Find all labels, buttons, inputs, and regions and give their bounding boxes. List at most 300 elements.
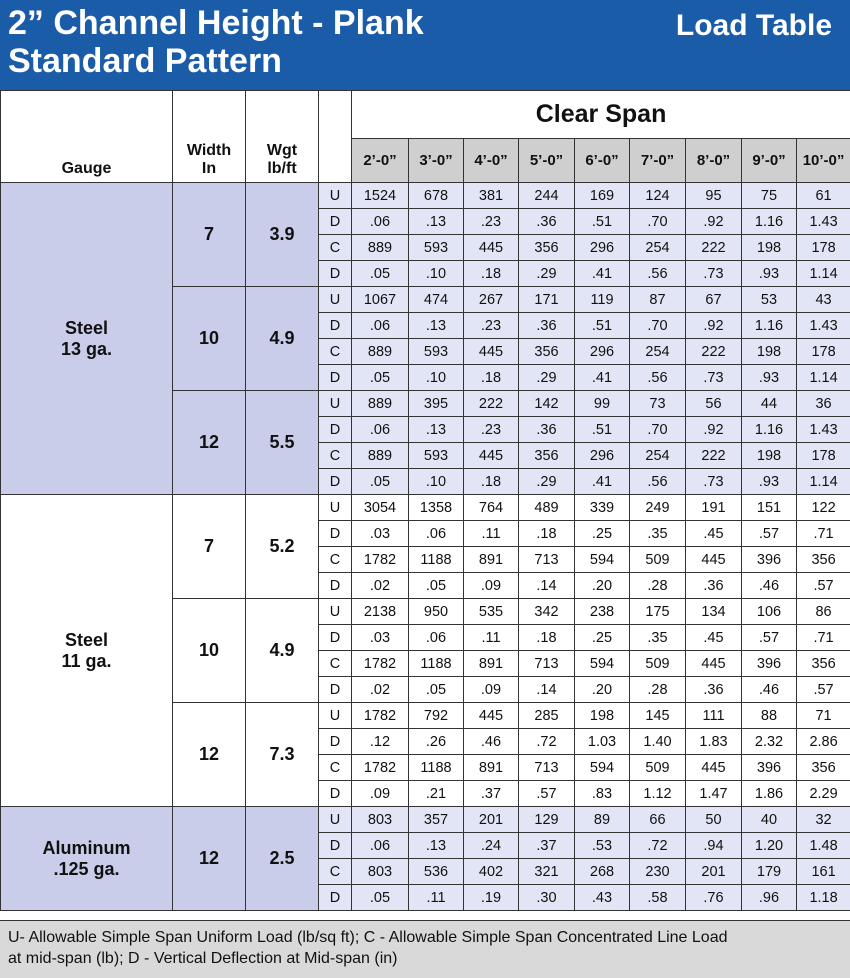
value-cell: 145 (630, 703, 686, 729)
gauge-cell (1, 807, 173, 911)
row-code-cell: D (319, 729, 352, 755)
value-cell: 1.43 (797, 209, 850, 235)
value-cell: 889 (352, 391, 409, 417)
row-code-cell: D (319, 469, 352, 495)
value-cell: .25 (575, 521, 630, 547)
value-cell: 764 (464, 495, 519, 521)
value-cell: 142 (519, 391, 575, 417)
span-header-cell: 3’-0” (409, 139, 464, 183)
value-cell: .26 (409, 729, 464, 755)
value-cell: .02 (352, 677, 409, 703)
value-cell: .35 (630, 521, 686, 547)
span-header-cell: 5’-0” (519, 139, 575, 183)
value-cell: 119 (575, 287, 630, 313)
value-cell: 1782 (352, 755, 409, 781)
weight-cell: 5.2 (246, 495, 319, 599)
value-cell: .51 (575, 313, 630, 339)
value-cell: .70 (630, 417, 686, 443)
row-code-cell: D (319, 521, 352, 547)
value-cell: 509 (630, 547, 686, 573)
value-cell: 134 (686, 599, 742, 625)
value-cell: .14 (519, 573, 575, 599)
value-cell: 1.14 (797, 365, 850, 391)
value-cell: 2.32 (742, 729, 797, 755)
value-cell: 87 (630, 287, 686, 313)
value-cell: .71 (797, 625, 850, 651)
value-cell: 254 (630, 339, 686, 365)
value-cell: .56 (630, 261, 686, 287)
value-cell: .73 (686, 469, 742, 495)
value-cell: 198 (742, 339, 797, 365)
value-cell: .12 (352, 729, 409, 755)
value-cell: 1.12 (630, 781, 686, 807)
value-cell: .10 (409, 469, 464, 495)
value-cell: 889 (352, 443, 409, 469)
value-cell: 950 (409, 599, 464, 625)
value-cell: 509 (630, 755, 686, 781)
value-cell: .53 (575, 833, 630, 859)
value-cell: 151 (742, 495, 797, 521)
value-cell: 593 (409, 235, 464, 261)
value-cell: 2.86 (797, 729, 850, 755)
value-cell: 1358 (409, 495, 464, 521)
value-cell: 198 (742, 443, 797, 469)
value-cell: .09 (464, 677, 519, 703)
value-cell: .36 (519, 209, 575, 235)
value-cell: 356 (519, 235, 575, 261)
row-code-cell: U (319, 703, 352, 729)
value-cell: 594 (575, 651, 630, 677)
row-code-cell: C (319, 339, 352, 365)
value-cell: 267 (464, 287, 519, 313)
table-row (1, 495, 850, 521)
value-cell: .92 (686, 417, 742, 443)
value-cell: 356 (519, 443, 575, 469)
value-cell: 86 (797, 599, 850, 625)
value-cell: .93 (742, 261, 797, 287)
value-cell: 713 (519, 651, 575, 677)
value-cell: 1.86 (742, 781, 797, 807)
value-cell: .72 (630, 833, 686, 859)
row-code-cell: C (319, 547, 352, 573)
value-cell: .09 (352, 781, 409, 807)
value-cell: 1.43 (797, 313, 850, 339)
row-code-cell: C (319, 755, 352, 781)
span-header-cell: 7’-0” (630, 139, 686, 183)
value-cell: 244 (519, 183, 575, 209)
gauge-cell (1, 183, 173, 495)
width-cell: 12 (173, 807, 246, 911)
value-cell: .96 (742, 885, 797, 911)
value-cell: 254 (630, 235, 686, 261)
legend-line-2: at mid-span (lb); D - Vertical Deflection at Mid-span (in) (8, 950, 398, 967)
page-title (8, 4, 424, 80)
value-cell: .58 (630, 885, 686, 911)
span-header-cell: 6’-0” (575, 139, 630, 183)
value-cell: .41 (575, 365, 630, 391)
value-cell: .51 (575, 209, 630, 235)
width-cell: 12 (173, 703, 246, 807)
value-cell: 61 (797, 183, 850, 209)
value-cell: .13 (409, 417, 464, 443)
value-cell: 222 (686, 443, 742, 469)
value-cell: .23 (464, 417, 519, 443)
value-cell: 198 (742, 235, 797, 261)
gauge-material: Steel (64, 317, 109, 338)
value-cell: .05 (352, 469, 409, 495)
value-cell: 1.03 (575, 729, 630, 755)
row-code-cell: D (319, 209, 352, 235)
span-header-cell: 2’-0” (352, 139, 409, 183)
value-cell: 254 (630, 443, 686, 469)
title-line-1: 2” Channel Height - Plank (8, 4, 424, 42)
value-cell: 75 (742, 183, 797, 209)
value-cell: .13 (409, 833, 464, 859)
value-cell: 32 (797, 807, 850, 833)
value-cell: 489 (519, 495, 575, 521)
title-line-2: Standard Pattern (8, 42, 282, 80)
value-cell: .70 (630, 313, 686, 339)
value-cell: .11 (464, 521, 519, 547)
value-cell: 321 (519, 859, 575, 885)
value-cell: 445 (464, 339, 519, 365)
row-code-cell: U (319, 495, 352, 521)
weight-cell: 7.3 (246, 703, 319, 807)
value-cell: .29 (519, 469, 575, 495)
value-cell: .05 (409, 573, 464, 599)
value-cell: 396 (742, 547, 797, 573)
value-cell: .46 (742, 573, 797, 599)
value-cell: .18 (464, 365, 519, 391)
value-cell: 803 (352, 859, 409, 885)
value-cell: 891 (464, 755, 519, 781)
value-cell: 1.20 (742, 833, 797, 859)
value-cell: .24 (464, 833, 519, 859)
row-code-cell: D (319, 625, 352, 651)
value-cell: .09 (464, 573, 519, 599)
value-cell: 191 (686, 495, 742, 521)
value-cell: .36 (519, 417, 575, 443)
row-code-cell: D (319, 313, 352, 339)
value-cell: .93 (742, 469, 797, 495)
value-cell: 285 (519, 703, 575, 729)
value-cell: 678 (409, 183, 464, 209)
row-code-cell: C (319, 651, 352, 677)
value-cell: .06 (409, 625, 464, 651)
value-cell: 89 (575, 807, 630, 833)
value-cell: 445 (686, 755, 742, 781)
value-cell: .94 (686, 833, 742, 859)
value-cell: 1524 (352, 183, 409, 209)
row-code-cell: U (319, 807, 352, 833)
width-cell: 10 (173, 599, 246, 703)
value-cell: .13 (409, 209, 464, 235)
value-cell: 445 (464, 443, 519, 469)
value-cell: .20 (575, 677, 630, 703)
value-cell: .05 (352, 365, 409, 391)
value-cell: .05 (409, 677, 464, 703)
value-cell: 122 (797, 495, 850, 521)
value-cell: 445 (464, 703, 519, 729)
row-code-cell: D (319, 885, 352, 911)
value-cell: .29 (519, 365, 575, 391)
value-cell: .03 (352, 625, 409, 651)
table-row (1, 807, 850, 833)
value-cell: 1188 (409, 755, 464, 781)
row-code-cell: U (319, 391, 352, 417)
gauge-material: Aluminum (42, 837, 131, 858)
value-cell: 222 (686, 339, 742, 365)
value-cell: 95 (686, 183, 742, 209)
value-cell: 3054 (352, 495, 409, 521)
value-cell: .05 (352, 261, 409, 287)
value-cell: .43 (575, 885, 630, 911)
value-cell: .13 (409, 313, 464, 339)
value-cell: .06 (352, 313, 409, 339)
width-cell: 10 (173, 287, 246, 391)
gauge-header: Gauge (1, 91, 173, 183)
value-cell: .10 (409, 261, 464, 287)
value-cell: 535 (464, 599, 519, 625)
value-cell: 53 (742, 287, 797, 313)
value-cell: 356 (797, 651, 850, 677)
value-cell: .36 (519, 313, 575, 339)
value-cell: .06 (352, 209, 409, 235)
value-cell: 381 (464, 183, 519, 209)
value-cell: 889 (352, 339, 409, 365)
row-code-cell: D (319, 573, 352, 599)
value-cell: 1.14 (797, 261, 850, 287)
value-cell: .73 (686, 365, 742, 391)
value-cell: 1.43 (797, 417, 850, 443)
width-header: Width In (173, 91, 246, 183)
value-cell: 1782 (352, 703, 409, 729)
row-code-cell: D (319, 261, 352, 287)
span-header-cell: 8’-0” (686, 139, 742, 183)
weight-header: Wgt lb/ft (246, 91, 319, 183)
value-cell: .76 (686, 885, 742, 911)
value-cell: .11 (464, 625, 519, 651)
value-cell: .72 (519, 729, 575, 755)
value-cell: .83 (575, 781, 630, 807)
value-cell: .57 (519, 781, 575, 807)
value-cell: 222 (464, 391, 519, 417)
value-cell: 43 (797, 287, 850, 313)
value-cell: 1782 (352, 651, 409, 677)
value-cell: .06 (352, 833, 409, 859)
value-cell: 792 (409, 703, 464, 729)
value-cell: .57 (797, 573, 850, 599)
value-cell: .18 (464, 469, 519, 495)
value-cell: .25 (575, 625, 630, 651)
value-cell: 36 (797, 391, 850, 417)
value-cell: 509 (630, 651, 686, 677)
value-cell: .92 (686, 313, 742, 339)
value-cell: .30 (519, 885, 575, 911)
value-cell: 357 (409, 807, 464, 833)
width-cell: 7 (173, 183, 246, 287)
value-cell: .11 (409, 885, 464, 911)
value-cell: 178 (797, 235, 850, 261)
value-cell: .06 (409, 521, 464, 547)
value-cell: .93 (742, 365, 797, 391)
value-cell: .45 (686, 521, 742, 547)
value-cell: .57 (797, 677, 850, 703)
value-cell: .18 (519, 625, 575, 651)
value-cell: 1.16 (742, 313, 797, 339)
value-cell: .02 (352, 573, 409, 599)
value-cell: 356 (797, 547, 850, 573)
gauge-material: Steel (64, 629, 109, 650)
table-row (1, 183, 850, 209)
value-cell: .46 (464, 729, 519, 755)
row-code-cell: C (319, 235, 352, 261)
load-table-label: Load Table (675, 9, 832, 42)
value-cell: 1.16 (742, 209, 797, 235)
value-cell: 356 (519, 339, 575, 365)
value-cell: 111 (686, 703, 742, 729)
value-cell: 106 (742, 599, 797, 625)
value-cell: .71 (797, 521, 850, 547)
value-cell: 201 (464, 807, 519, 833)
value-cell: 474 (409, 287, 464, 313)
value-cell: 395 (409, 391, 464, 417)
value-cell: .28 (630, 677, 686, 703)
value-cell: 222 (686, 235, 742, 261)
load-table (0, 90, 850, 911)
value-cell: 238 (575, 599, 630, 625)
span-header-cell: 10’-0” (797, 139, 850, 183)
value-cell: 201 (686, 859, 742, 885)
row-code-cell: U (319, 599, 352, 625)
value-cell: .21 (409, 781, 464, 807)
row-code-cell: D (319, 417, 352, 443)
value-cell: 178 (797, 443, 850, 469)
value-cell: .03 (352, 521, 409, 547)
row-code-cell: D (319, 677, 352, 703)
value-cell: 1.48 (797, 833, 850, 859)
value-cell: .92 (686, 209, 742, 235)
value-cell: 44 (742, 391, 797, 417)
value-cell: .56 (630, 469, 686, 495)
value-cell: 445 (686, 547, 742, 573)
value-cell: .37 (464, 781, 519, 807)
row-code-cell: D (319, 781, 352, 807)
value-cell: .46 (742, 677, 797, 703)
value-cell: .23 (464, 209, 519, 235)
table-body (1, 183, 850, 911)
value-cell: 1.14 (797, 469, 850, 495)
value-cell: 66 (630, 807, 686, 833)
value-cell: 593 (409, 339, 464, 365)
gauge-cell (1, 495, 173, 807)
value-cell: 594 (575, 547, 630, 573)
value-cell: 73 (630, 391, 686, 417)
span-header-cell: 9’-0” (742, 139, 797, 183)
row-code-cell: D (319, 833, 352, 859)
value-cell: .18 (519, 521, 575, 547)
value-cell: 342 (519, 599, 575, 625)
value-cell: 713 (519, 547, 575, 573)
value-cell: .19 (464, 885, 519, 911)
weight-cell: 2.5 (246, 807, 319, 911)
value-cell: 67 (686, 287, 742, 313)
value-cell: 129 (519, 807, 575, 833)
gauge-thickness: 13 ga. (60, 338, 113, 359)
row-code-cell: U (319, 183, 352, 209)
value-cell: 1188 (409, 547, 464, 573)
clear-span-header: Clear Span (352, 91, 850, 139)
value-cell: 1.16 (742, 417, 797, 443)
value-cell: .06 (352, 417, 409, 443)
value-cell: 1782 (352, 547, 409, 573)
value-cell: .05 (352, 885, 409, 911)
value-cell: .23 (464, 313, 519, 339)
value-cell: 268 (575, 859, 630, 885)
value-cell: 230 (630, 859, 686, 885)
value-cell: .41 (575, 261, 630, 287)
value-cell: .18 (464, 261, 519, 287)
value-cell: 594 (575, 755, 630, 781)
value-cell: 2.29 (797, 781, 850, 807)
width-cell: 12 (173, 391, 246, 495)
value-cell: 169 (575, 183, 630, 209)
value-cell: 198 (575, 703, 630, 729)
value-cell: 445 (464, 235, 519, 261)
value-cell: .10 (409, 365, 464, 391)
value-cell: .36 (686, 573, 742, 599)
width-cell: 7 (173, 495, 246, 599)
value-cell: 713 (519, 755, 575, 781)
value-cell: .35 (630, 625, 686, 651)
value-cell: .51 (575, 417, 630, 443)
row-code-cell: C (319, 443, 352, 469)
value-cell: 1188 (409, 651, 464, 677)
row-code-cell: D (319, 365, 352, 391)
value-cell: 296 (575, 235, 630, 261)
value-cell: 1.18 (797, 885, 850, 911)
value-cell: 2138 (352, 599, 409, 625)
weight-cell: 5.5 (246, 391, 319, 495)
value-cell: 402 (464, 859, 519, 885)
value-cell: 891 (464, 651, 519, 677)
value-cell: 40 (742, 807, 797, 833)
value-cell: 161 (797, 859, 850, 885)
value-cell: 339 (575, 495, 630, 521)
value-cell: 889 (352, 235, 409, 261)
value-cell: 71 (797, 703, 850, 729)
value-cell: .37 (519, 833, 575, 859)
gauge-thickness: .125 ga. (53, 858, 120, 879)
value-cell: 296 (575, 339, 630, 365)
value-cell: 50 (686, 807, 742, 833)
value-cell: .57 (742, 521, 797, 547)
value-cell: .57 (742, 625, 797, 651)
value-cell: 356 (797, 755, 850, 781)
value-cell: .36 (686, 677, 742, 703)
value-cell: 1067 (352, 287, 409, 313)
value-cell: 445 (686, 651, 742, 677)
value-cell: 88 (742, 703, 797, 729)
span-header-cell: 4’-0” (464, 139, 519, 183)
value-cell: .70 (630, 209, 686, 235)
weight-cell: 3.9 (246, 183, 319, 287)
value-cell: .20 (575, 573, 630, 599)
value-cell: 99 (575, 391, 630, 417)
value-cell: 178 (797, 339, 850, 365)
value-cell: .14 (519, 677, 575, 703)
value-cell: 396 (742, 755, 797, 781)
